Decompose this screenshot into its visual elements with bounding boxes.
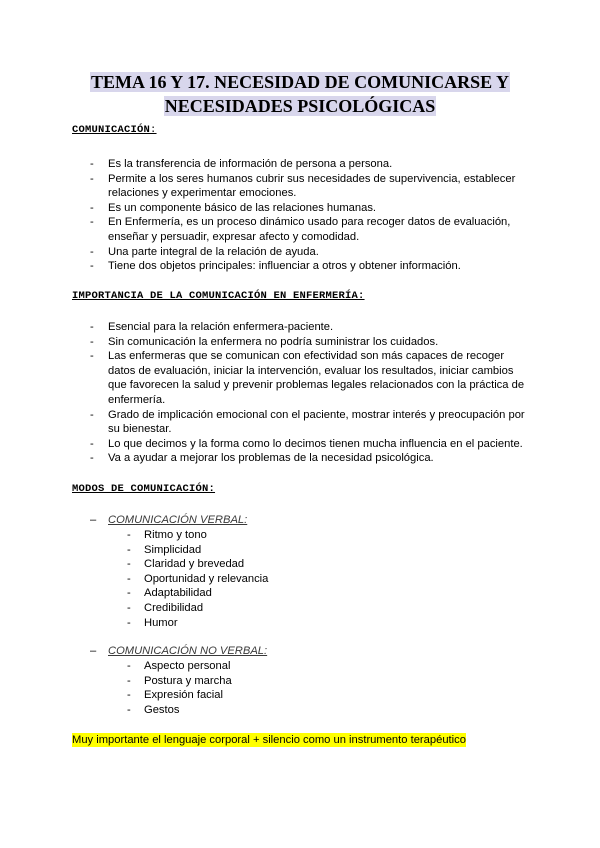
list-item: - Credibilidad — [127, 601, 268, 616]
list-item: - Sin comunicación la enfermera no podría suministrar los cuidados. — [90, 335, 530, 350]
title-line-1: TEMA 16 Y 17. NECESIDAD DE COMUNICARSE Y — [90, 72, 510, 92]
section-heading-modos: MODOS DE COMUNICACIÓN: — [72, 483, 216, 495]
list-item: - Las enfermeras que se comunican con efectividad son más capaces de recoger datos de evaluación, iniciar la intervención, evaluar los resultados, iniciar cambios que favorecen la salud y prevenir problemas legales relacionados con la práctica de enfermería. — [90, 349, 530, 407]
no-verbal-label: COMUNICACIÓN NO VERBAL: — [108, 645, 268, 657]
list-item: - Humor — [127, 616, 268, 631]
list-item: - Expresión facial — [127, 688, 232, 703]
list-item: - Es un componente básico de las relaciones humanas. — [90, 201, 530, 216]
list-item: - Gestos — [127, 703, 232, 718]
subheading-no-verbal: – COMUNICACIÓN NO VERBAL: — [90, 645, 268, 657]
heading-suffix: : — [150, 124, 157, 136]
list-item: - Aspecto personal — [127, 659, 232, 674]
section-heading-importancia: IMPORTANCIA DE LA COMUNICACIÓN EN ENFERMERÍA: — [72, 290, 365, 302]
title-line-2: NECESIDADES PSICOLÓGICAS — [164, 96, 436, 116]
list-item: - Esencial para la relación enfermera-paciente. — [90, 320, 530, 335]
subheading-verbal: – COMUNICACIÓN VERBAL: — [90, 514, 248, 526]
list-item: - Oportunidad y relevancia — [127, 572, 268, 587]
list-item: - Claridad y brevedad — [127, 557, 268, 572]
section-heading-comunicacion — [72, 124, 157, 136]
list-item: - Tiene dos objetos principales: influenciar a otros y obtener información. — [90, 259, 530, 274]
page-title — [0, 70, 600, 118]
list-item: - Adaptabilidad — [127, 586, 268, 601]
list-item: - Es la transferencia de información de persona a persona. — [90, 157, 530, 172]
list-no-verbal — [127, 659, 232, 717]
list-item: - Va a ayudar a mejorar los problemas de la necesidad psicológica. — [90, 451, 530, 466]
list-item: - Permite a los seres humanos cubrir sus necesidades de supervivencia, establecer relaciones y experimentar emociones. — [90, 172, 530, 201]
verbal-label: COMUNICACIÓN VERBAL: — [108, 514, 248, 526]
list-verbal — [127, 528, 268, 630]
list-item: - Ritmo y tono — [127, 528, 268, 543]
list-item: - Postura y marcha — [127, 674, 232, 689]
heading-text: COMUNICACIÓN — [72, 124, 151, 136]
list-item: - En Enfermería, es un proceso dinámico usado para recoger datos de evaluación, enseñar y persuadir, expresar afecto y comodidad. — [90, 215, 530, 244]
highlighted-note: Muy importante el lenguaje corporal + silencio como un instrumento terapéutico — [72, 734, 466, 746]
list-item: - Una parte integral de la relación de ayuda. — [90, 245, 530, 260]
list-importancia — [90, 320, 530, 466]
list-item: - Simplicidad — [127, 543, 268, 558]
list-item: - Grado de implicación emocional con el paciente, mostrar interés y preocupación por su bienestar. — [90, 408, 530, 437]
list-comunicacion — [90, 157, 530, 274]
list-item: - Lo que decimos y la forma como lo decimos tienen mucha influencia en el paciente. — [90, 437, 530, 452]
